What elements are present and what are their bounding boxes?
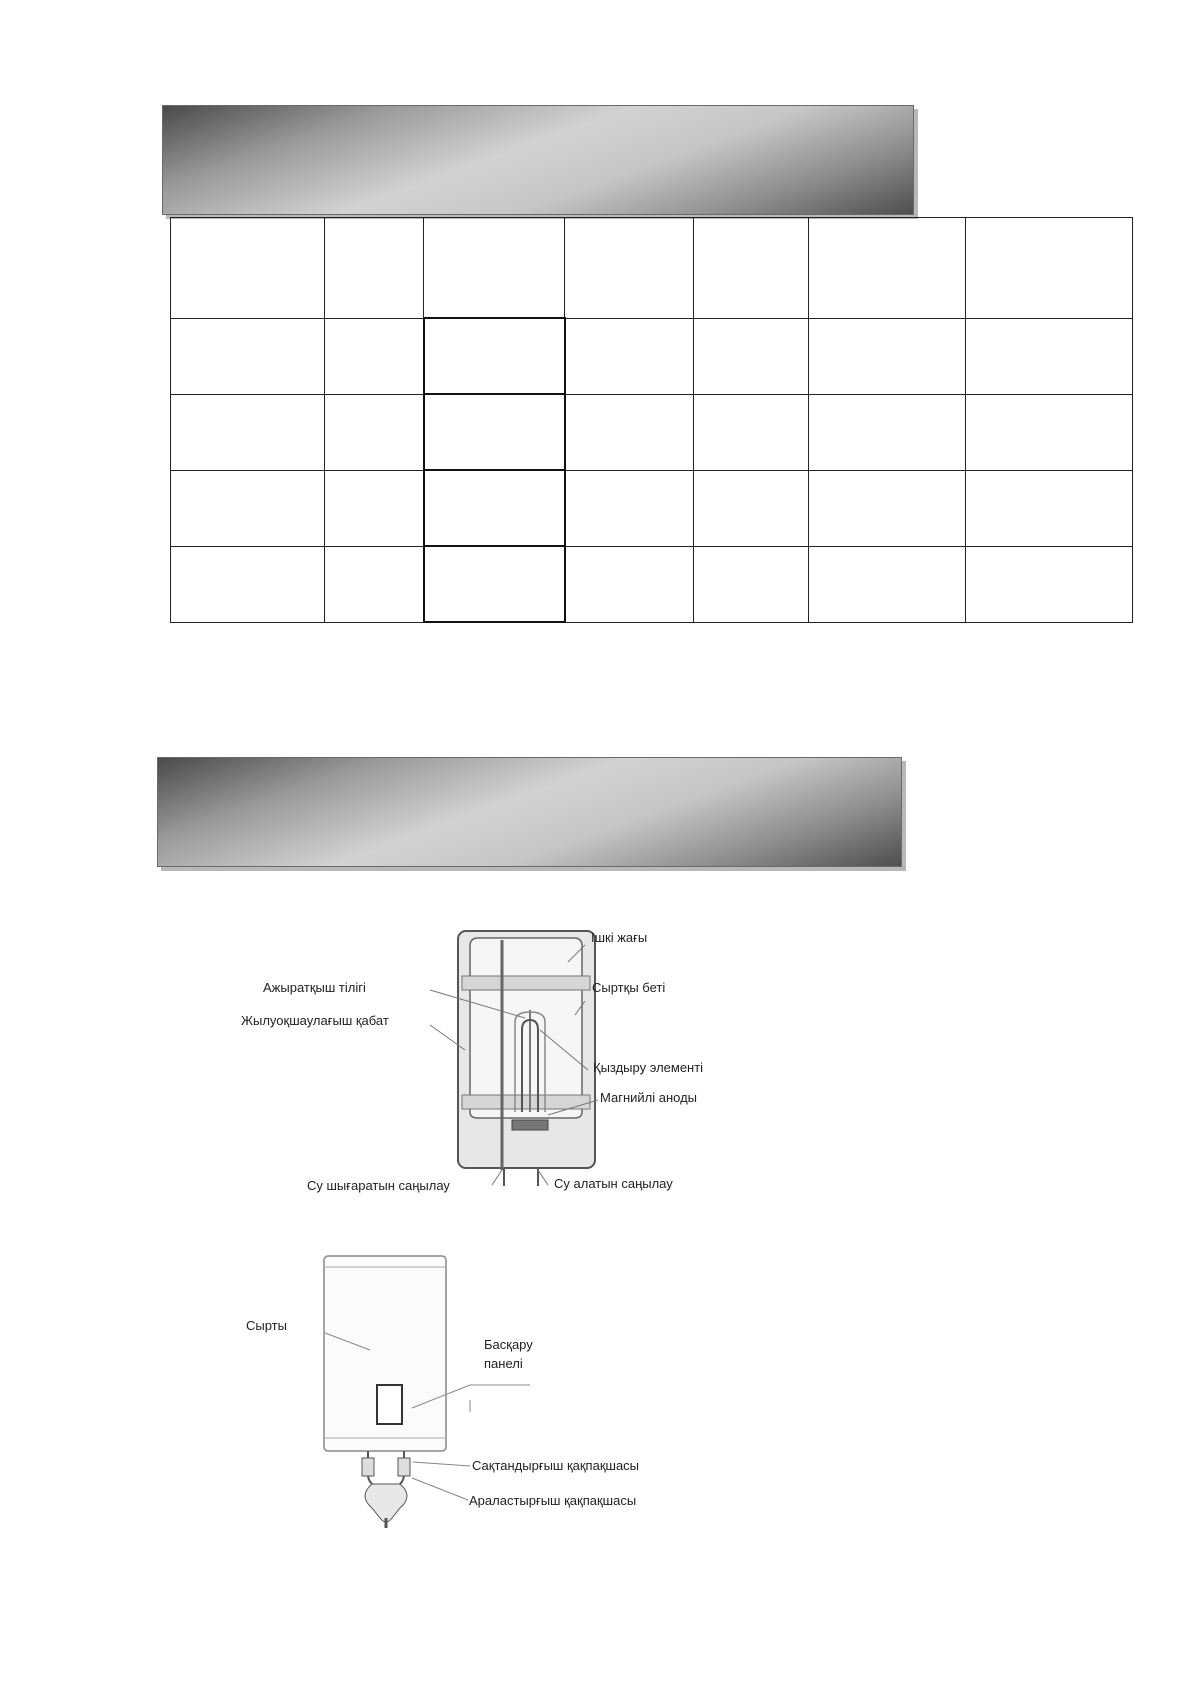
- mixing-valve-label: Араластырғыш қақпақшасы: [469, 1493, 637, 1508]
- heating-element-label: Қыздыру элементі: [593, 1060, 704, 1075]
- outer-surface-label: Сыртқы беті: [592, 980, 666, 995]
- magnesium-anode-label: Магнийлі аноды: [600, 1090, 698, 1105]
- outlet-pipe-label: Су шығаратын саңылау: [307, 1178, 450, 1193]
- heater-exterior-illustration: [324, 1256, 446, 1528]
- safety-valve-label: Сақтандырғыш қақпақшасы: [472, 1458, 640, 1473]
- control-panel-label-line1: Басқару: [484, 1337, 533, 1352]
- outer-body-label: Сырты: [246, 1318, 287, 1333]
- control-panel-label-line2: панелі: [484, 1356, 523, 1371]
- inner-tank-label: Ішкі жағы: [591, 930, 648, 945]
- separator-tongue-label: Ажыратқыш тілігі: [263, 980, 366, 995]
- inlet-pipe-label: Су алатын саңылау: [554, 1176, 673, 1191]
- insulation-layer-label: Жылуоқшаулағыш қабат: [241, 1013, 389, 1028]
- control-panel-display: [377, 1385, 402, 1424]
